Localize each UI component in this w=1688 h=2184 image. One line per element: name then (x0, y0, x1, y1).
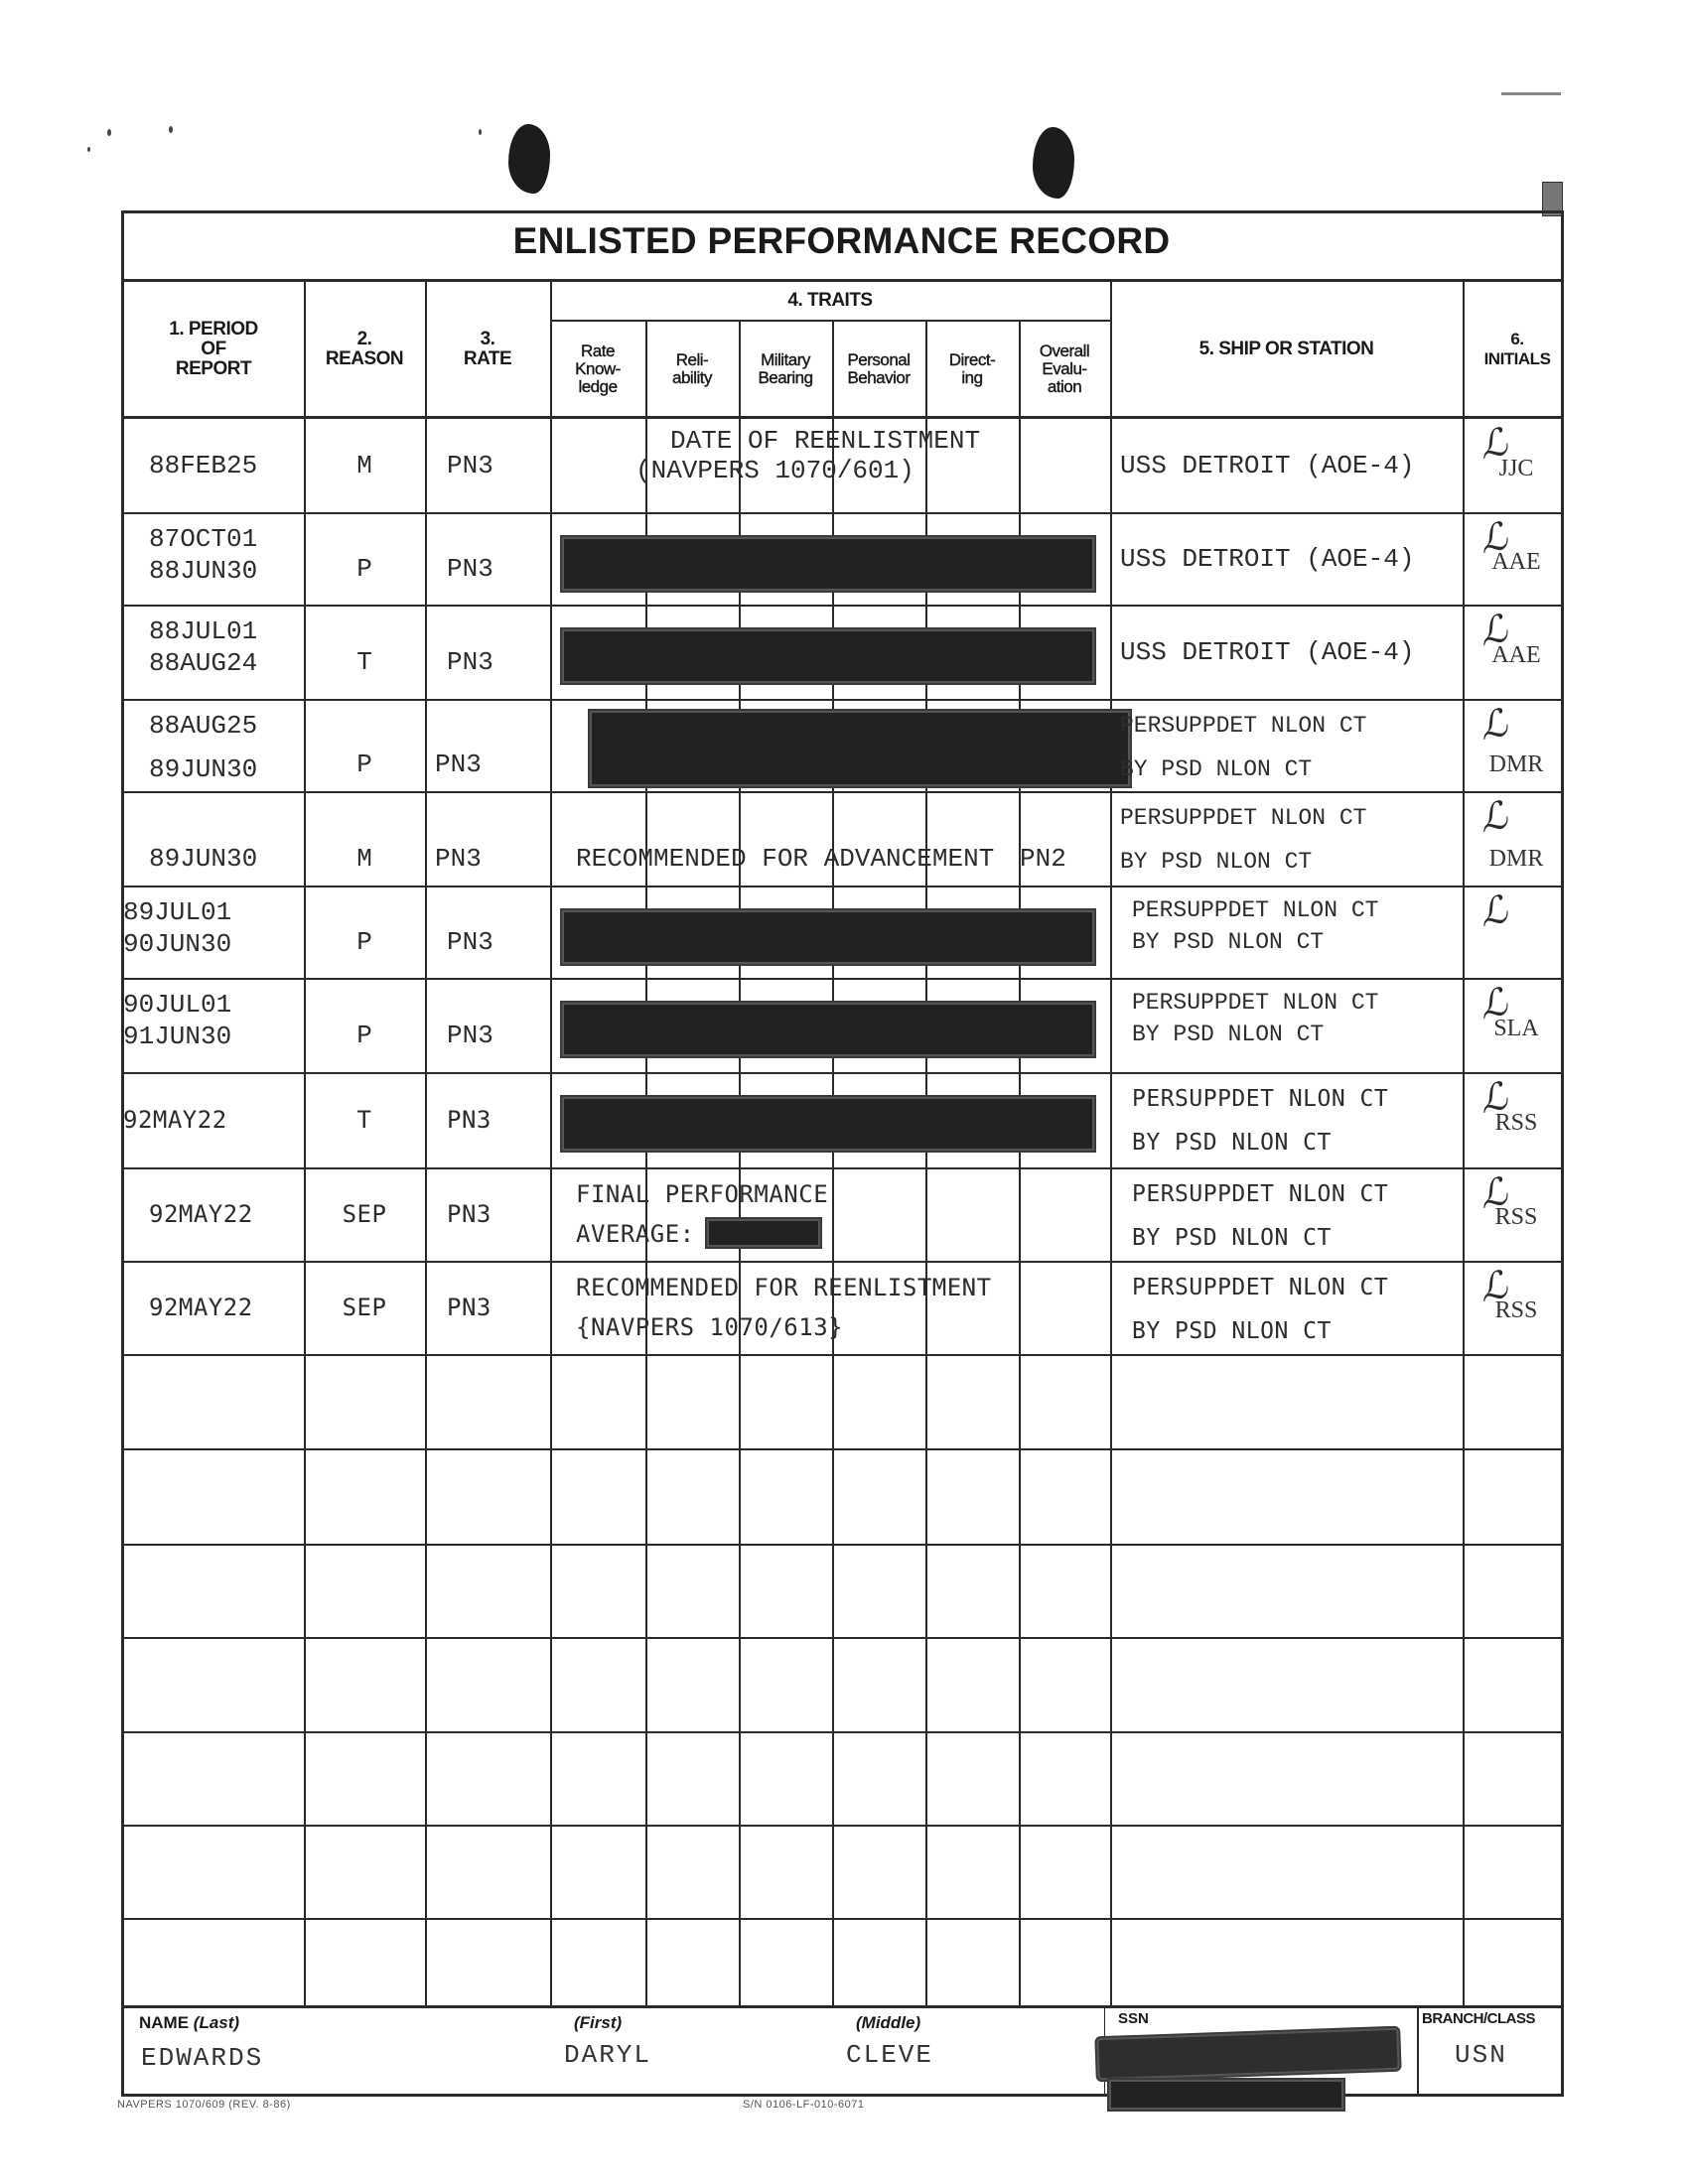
header-trait-3 (832, 322, 925, 416)
row-divider (121, 1731, 1562, 1733)
signature-mark: ℒ (1475, 887, 1511, 936)
initials-cell: AAE (1491, 548, 1541, 575)
header-rate-label: RATE (463, 347, 512, 369)
speck (87, 147, 90, 152)
middle-label (856, 2013, 920, 2033)
row-divider (121, 2005, 1562, 2008)
period-cell: 92MAY22 (149, 1294, 253, 1321)
station-cell: BY PSD NLON CT (1132, 929, 1325, 955)
row-divider (121, 1072, 1562, 1074)
station-cell: USS DETROIT (AOE-4) (1120, 450, 1415, 480)
row-divider (121, 1918, 1562, 1920)
column-divider (425, 279, 427, 2005)
header-period-line: REPORT (175, 357, 252, 379)
signature-mark: ℒ (1475, 700, 1511, 750)
header-rate (425, 282, 550, 416)
branch-label: BRANCH/CLASS (1422, 2010, 1535, 2027)
period-cell: 90JUL01 (123, 990, 232, 1020)
header-station: 5. SHIP OR STATION (1198, 338, 1374, 359)
signature-mark: ℒ (1475, 979, 1511, 1028)
first-name-field[interactable]: DARYL (564, 2040, 652, 2070)
rate-cell: PN3 (447, 1020, 493, 1050)
header-trait-2 (739, 322, 832, 416)
station-cell: BY PSD NLON CT (1132, 1225, 1332, 1251)
header-period-line: 1. PERIOD (169, 318, 258, 340)
header-trait-line: Reli- (675, 349, 709, 369)
period-cell: 88JUN30 (149, 556, 258, 586)
row-divider (121, 605, 1562, 607)
header-trait-line: Rate (581, 341, 615, 360)
header-trait-5 (1019, 322, 1110, 416)
header-trait-4 (925, 322, 1019, 416)
reason-cell: M (356, 450, 372, 480)
signature-mark: ℒ (1475, 1262, 1511, 1311)
reason-cell: SEP (342, 1294, 387, 1321)
rate-cell: PN3 (447, 1294, 492, 1321)
header-trait-line: Know- (575, 358, 621, 378)
period-cell: 88AUG24 (149, 648, 258, 678)
stock-number: S/N 0106-LF-010-6071 (743, 2099, 865, 2111)
header-traits: 4. TRAITS (787, 290, 873, 311)
middle-label-text: (Middle) (856, 2013, 921, 2032)
row-divider (121, 886, 1562, 887)
rate-cell: PN3 (447, 553, 493, 584)
middle-name-field[interactable]: CLEVE (846, 2040, 934, 2070)
rate-cell: PN3 (435, 844, 482, 874)
rate-cell: PN3 (447, 1106, 492, 1134)
header-reason (304, 282, 425, 416)
header-bottom-line (121, 416, 1562, 419)
traits-redaction (562, 629, 1094, 683)
rate-cell: PN3 (447, 646, 493, 677)
row-divider (121, 978, 1562, 980)
header-trait-line: Military (761, 349, 810, 369)
station-cell: PERSUPPDET NLON CT (1120, 713, 1367, 739)
initials-cell: RSS (1494, 1297, 1538, 1323)
average-redaction (707, 1219, 820, 1247)
initials-cell: AAE (1491, 641, 1541, 668)
header-trait-0 (550, 322, 645, 416)
period-cell: 91JUN30 (123, 1022, 232, 1051)
row-divider (121, 791, 1562, 793)
station-cell: PERSUPPDET NLON CT (1132, 1275, 1389, 1300)
last-label: (Last) (193, 2013, 240, 2032)
form-frame (121, 210, 1562, 2097)
traits-note: RECOMMENDED FOR REENLISTMENT (576, 1274, 992, 1301)
signature-mark: ℒ (1475, 513, 1511, 563)
traits-redaction (590, 711, 1130, 786)
station-cell: PERSUPPDET NLON CT (1132, 990, 1379, 1016)
initials-cell: DMR (1488, 751, 1544, 777)
initials-cell: JJC (1498, 455, 1534, 481)
traits-note: DATE OF REENLISTMENT (670, 426, 981, 456)
reason-cell: M (356, 844, 372, 874)
traits-redaction (562, 537, 1094, 591)
station-cell: BY PSD NLON CT (1132, 1022, 1325, 1047)
traits-note: AVERAGE: (576, 1220, 695, 1248)
header-trait-line: Personal (847, 349, 911, 369)
station-cell: PERSUPPDET NLON CT (1132, 897, 1379, 923)
name-label (139, 2013, 239, 2033)
initials-cell: DMR (1488, 846, 1544, 872)
period-cell: 92MAY22 (149, 1200, 253, 1228)
header-trait-line: Evalu- (1042, 358, 1087, 378)
column-divider (550, 279, 552, 2005)
traits-note: (NAVPERS 1070/601) (635, 456, 914, 485)
traits-note: {NAVPERS 1070/613} (576, 1313, 844, 1341)
station-cell: BY PSD NLON CT (1132, 1130, 1332, 1156)
form-number: NAVPERS 1070/609 (REV. 8-86) (117, 2099, 291, 2111)
station-cell: BY PSD NLON CT (1120, 756, 1313, 782)
column-divider (1463, 279, 1465, 2005)
header-trait-line: Overall (1039, 341, 1090, 360)
row-divider (121, 1825, 1562, 1827)
traits-note: RECOMMENDED FOR ADVANCEMENT (576, 844, 995, 874)
signature-mark: ℒ (1475, 606, 1511, 655)
period-cell: 87OCT01 (149, 524, 258, 554)
last-name-field[interactable]: EDWARDS (141, 2043, 264, 2073)
header-trait-line: ability (672, 367, 712, 387)
ssn-label: SSN (1118, 2010, 1149, 2027)
header-trait-1 (645, 322, 739, 416)
speck (107, 129, 111, 136)
name-label-text: NAME (139, 2013, 190, 2032)
row-divider (121, 1448, 1562, 1450)
station-cell: PERSUPPDET NLON CT (1120, 805, 1367, 831)
header-initials (1463, 282, 1572, 416)
row-divider (121, 699, 1562, 701)
station-cell: USS DETROIT (AOE-4) (1120, 636, 1415, 667)
scan-mark (1501, 92, 1561, 95)
header-period (123, 282, 304, 416)
rate-cell: PN3 (447, 450, 493, 480)
row-divider (121, 1261, 1562, 1263)
speck (479, 129, 482, 135)
punch-hole-left (508, 124, 550, 194)
branch-field[interactable]: USN (1455, 2040, 1507, 2070)
branch-divider (1417, 2005, 1419, 2097)
column-divider (1110, 279, 1112, 2005)
initials-cell: SLA (1493, 1015, 1539, 1041)
rate-cell: PN3 (447, 926, 493, 957)
header-rate-num: 3. (480, 328, 495, 349)
signature-mark: ℒ (1475, 1073, 1511, 1123)
period-cell: 90JUN30 (123, 929, 232, 959)
period-cell: 89JUN30 (149, 844, 258, 874)
traits-note: PN2 (1020, 844, 1066, 874)
row-divider (121, 512, 1562, 514)
reason-cell: T (356, 1106, 372, 1134)
period-cell: 88FEB25 (149, 450, 258, 480)
row-divider (121, 1167, 1562, 1169)
signature-mark: ℒ (1475, 419, 1511, 469)
period-cell: 89JUN30 (149, 754, 258, 784)
header-trait-line: ledge (578, 376, 618, 396)
period-cell: 88JUL01 (149, 616, 258, 646)
rate-cell: PN3 (435, 750, 482, 779)
header-reason-num: 2. (356, 328, 372, 349)
reason-cell: P (356, 926, 372, 957)
row-divider (121, 1544, 1562, 1546)
frame-right-edge (1561, 210, 1564, 2097)
reason-cell: P (356, 750, 372, 779)
header-period-line: OF (201, 338, 226, 359)
header-trait-line: Bearing (758, 367, 813, 387)
header-initials-num: 6. (1510, 329, 1524, 348)
header-trait-line: ing (961, 367, 983, 387)
ssn-redaction-lower (1109, 2080, 1343, 2110)
speck (169, 126, 173, 133)
traits-redaction (562, 1003, 1094, 1056)
traits-redaction (562, 910, 1094, 964)
period-cell: 89JUL01 (123, 897, 232, 927)
row-divider (121, 1354, 1562, 1356)
row-divider (121, 1637, 1562, 1639)
traits-note: FINAL PERFORMANCE (576, 1180, 829, 1208)
reason-cell: P (356, 1020, 372, 1050)
initials-cell: RSS (1494, 1204, 1538, 1230)
station-cell: PERSUPPDET NLON CT (1132, 1086, 1389, 1112)
header-trait-line: Direct- (948, 349, 996, 369)
period-cell: 88AUG25 (149, 711, 258, 741)
form-title: ENLISTED PERFORMANCE RECORD (512, 220, 1171, 261)
station-cell: USS DETROIT (AOE-4) (1120, 543, 1415, 574)
header-trait-line: ation (1047, 376, 1082, 396)
column-divider (304, 279, 306, 2005)
rate-cell: PN3 (447, 1200, 492, 1228)
header-reason-label: REASON (325, 347, 404, 369)
station-cell: BY PSD NLON CT (1120, 849, 1313, 875)
reason-cell: T (356, 646, 372, 677)
first-label (574, 2013, 622, 2033)
header-initials-label: INITIALS (1483, 348, 1551, 368)
traits-redaction (562, 1097, 1094, 1151)
punch-hole-right (1033, 127, 1074, 199)
station-cell: BY PSD NLON CT (1132, 1318, 1332, 1344)
header-trait-line: Behavior (847, 367, 911, 387)
period-cell: 92MAY22 (123, 1106, 227, 1134)
signature-mark: ℒ (1475, 1168, 1511, 1218)
reason-cell: SEP (342, 1200, 387, 1228)
reason-cell: P (356, 553, 372, 584)
first-label-text: (First) (574, 2013, 623, 2032)
initials-cell: RSS (1494, 1110, 1538, 1136)
signature-mark: ℒ (1475, 792, 1511, 842)
station-cell: PERSUPPDET NLON CT (1132, 1181, 1389, 1207)
